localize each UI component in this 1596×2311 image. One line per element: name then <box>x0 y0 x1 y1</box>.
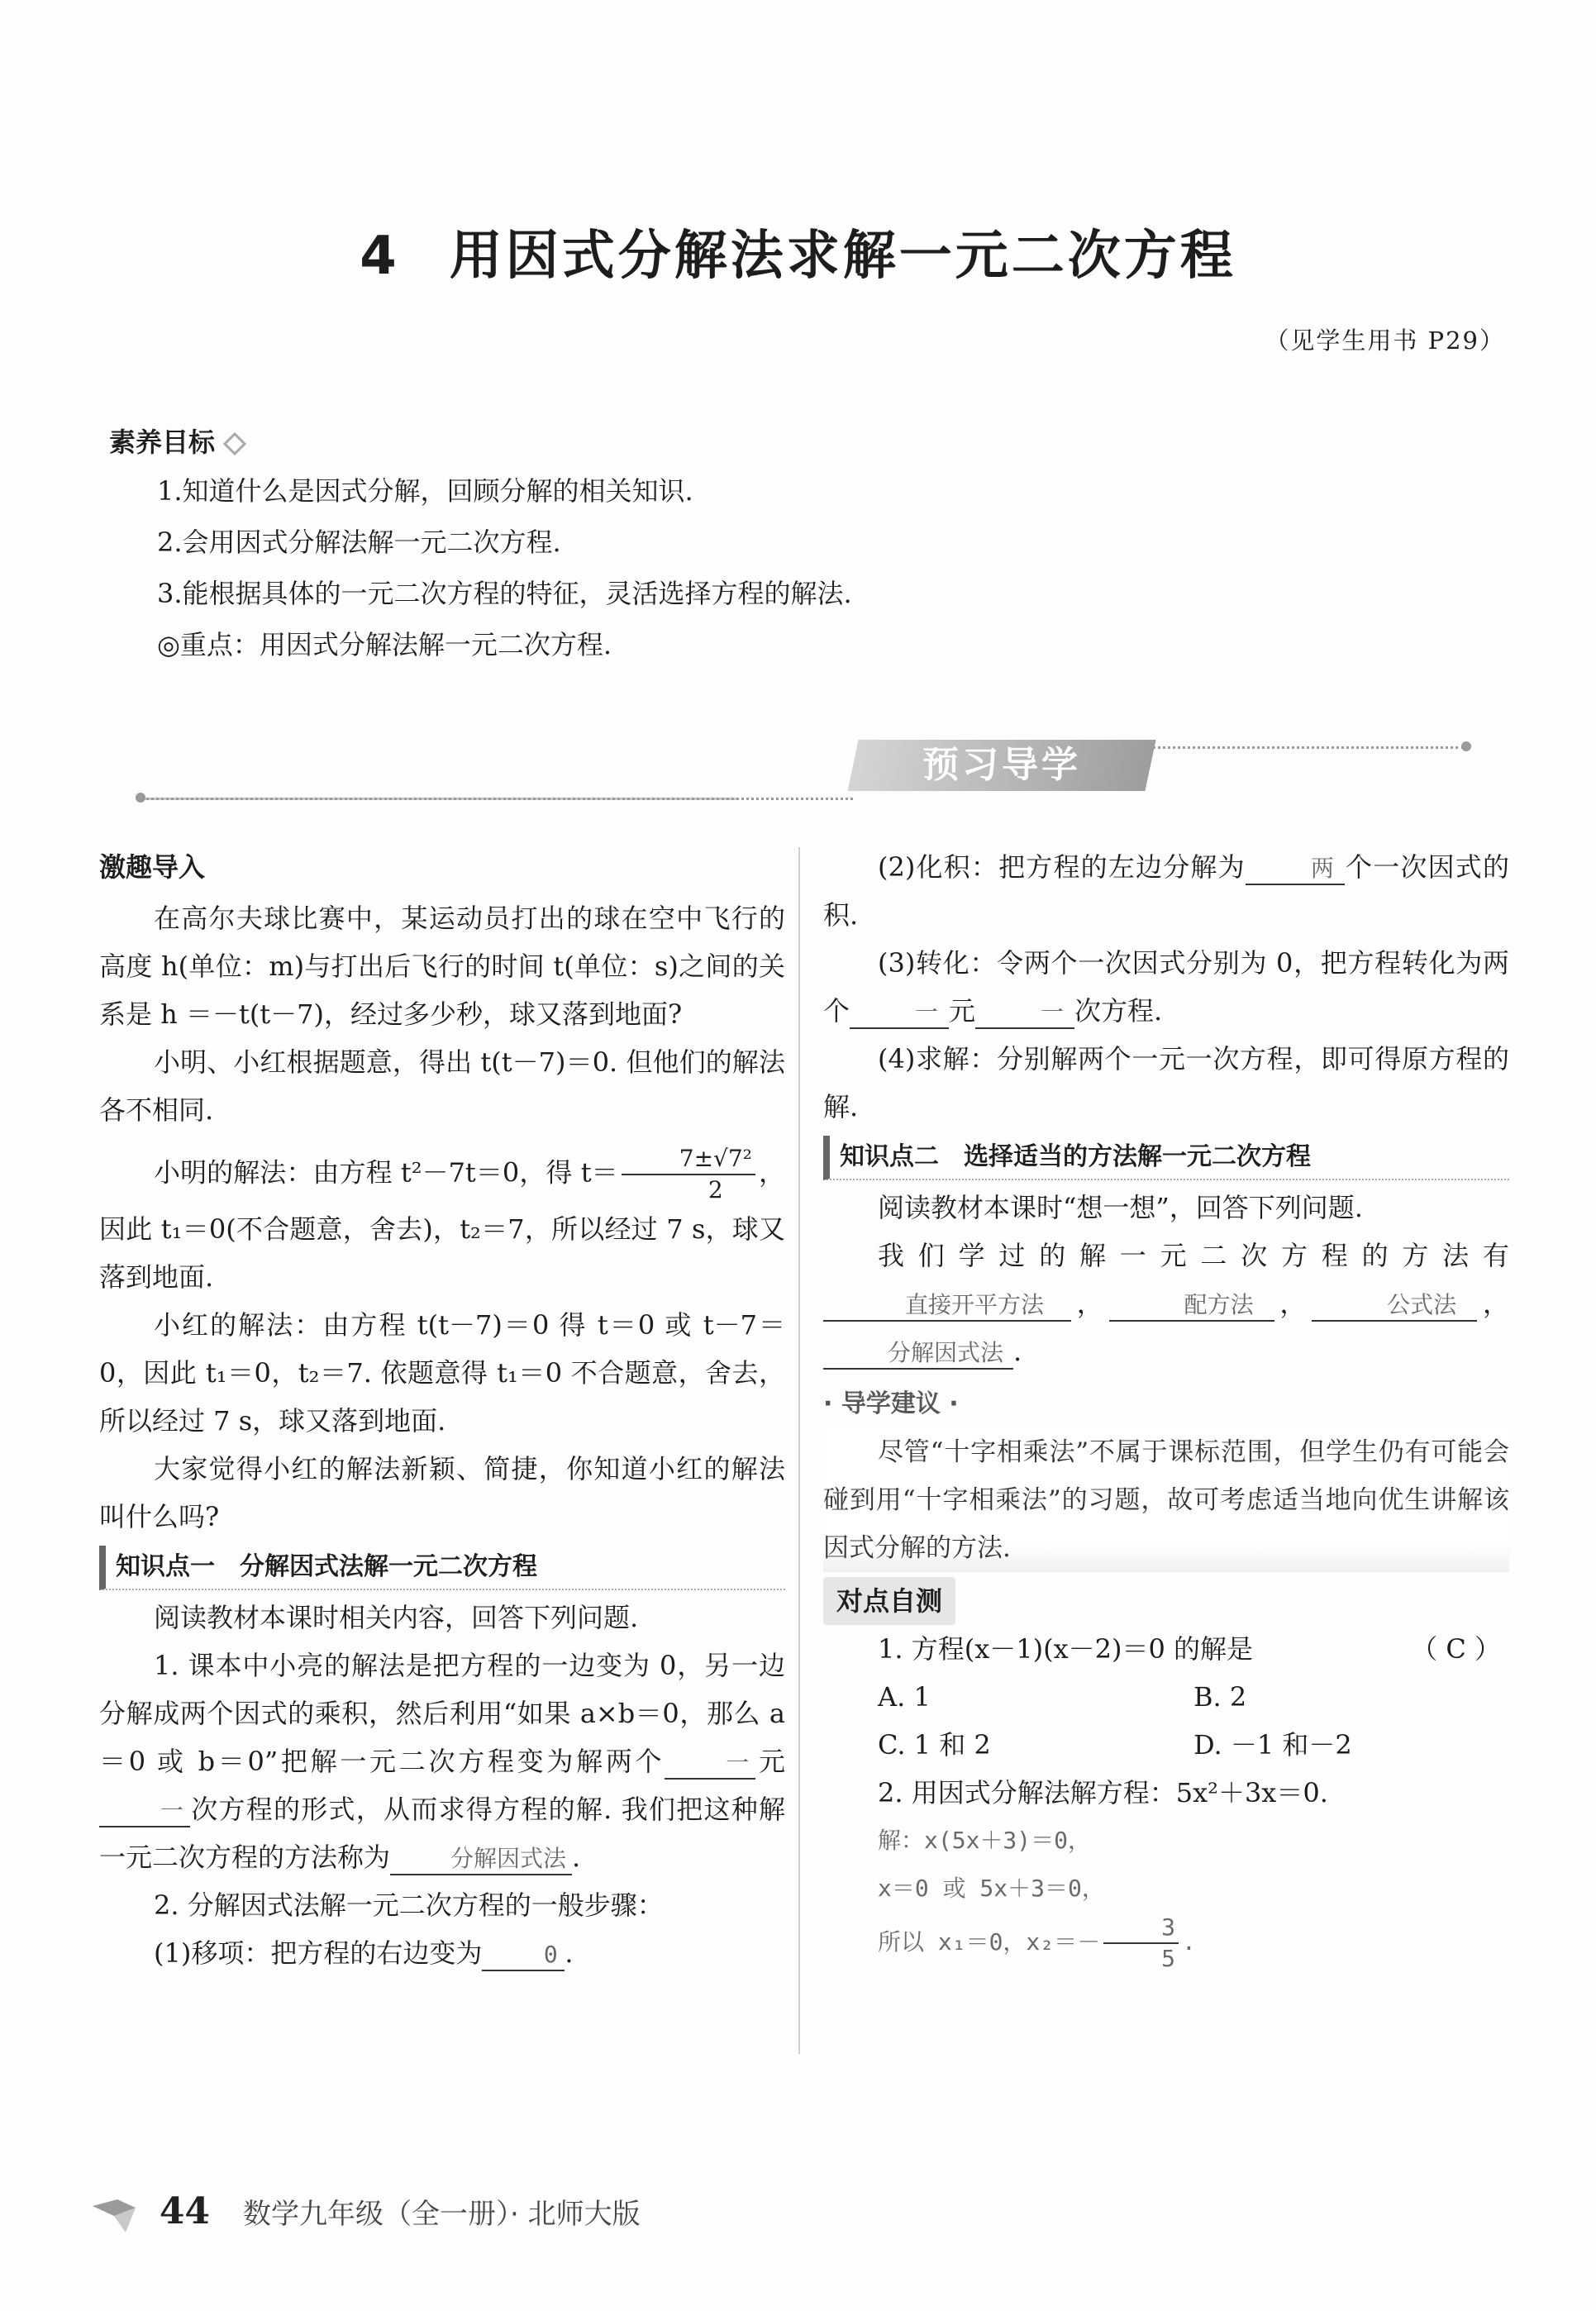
folded-paper-icon <box>93 2199 136 2232</box>
book-title: 数学九年级（全一册）· 北师大版 <box>243 2198 641 2231</box>
answer-blank: 一 <box>99 1796 190 1827</box>
right-column <box>823 843 1509 1974</box>
paragraph: 小红的解法：由方程 t(t－7)＝0 得 t＝0 或 t－7＝0，因此 t₁＝0，t₂＝7. 依题意得 t₁＝0 不合题意，舍去，所以经过 7 s，球又落到地面. <box>99 1309 785 1437</box>
knowledge-point-heading: 知识点一 分解因式法解一元二次方程 <box>99 1546 785 1590</box>
paragraph: 大家觉得小红的解法新颖、简捷，你知道小红的解法叫什么吗? <box>99 1453 785 1532</box>
paragraph: (3)转化：令两个一次因式分别为 0，把方程转化为两个 一 元 一 次方程. <box>823 939 1509 1035</box>
paragraph: 2. 分解因式法解一元二次方程的一般步骤： <box>154 1889 664 1921</box>
fraction: $\frac{\text{7±√7²}}{2}$ <box>622 1144 755 1205</box>
guide-suggestion-heading: · 导学建议 · <box>823 1389 959 1418</box>
left-column <box>99 843 785 1977</box>
question-answer: （ C ） <box>1411 1633 1501 1665</box>
banner-label: 预习导学 <box>847 740 1155 791</box>
intro-heading: 激趣导入 <box>99 851 206 883</box>
guide-suggestion-text: 尽管“十字相乘法”不属于课标范围，但学生仍有可能会碰到用“十字相乘法”的习题，故可考虑适当地向优生讲解该因式分解的方法. <box>823 1428 1509 1572</box>
paragraph: (4)求解：分别解两个一元一次方程，即可得原方程的解. <box>823 1043 1509 1122</box>
answer-blank: 一 <box>665 1748 755 1780</box>
goal-item: 1.知道什么是因式分解，回顾分解的相关知识. <box>157 475 693 507</box>
answer-options <box>823 1673 1509 1769</box>
goals-heading: 素养目标 <box>109 422 1514 460</box>
option: B. 2 <box>1193 1681 1247 1713</box>
dot-icon <box>136 793 145 803</box>
fraction: $\frac{3}{5}$ <box>1103 1913 1179 1974</box>
student-book-reference: （见学生用书 P29） <box>1265 326 1505 355</box>
answer-blank: 一 <box>850 998 949 1029</box>
page-number: 44 <box>159 2190 211 2232</box>
paragraph: 在高尔夫球比赛中，某运动员打出的球在空中飞行的高度 h(单位：m)与打出后飞行的时间 t(单位：s)之间的关系是 h ＝－t(t－7)，经过多少秒，球又落到地面? <box>99 903 785 1030</box>
option: D. －1 和－2 <box>1193 1729 1352 1761</box>
divider <box>142 798 853 800</box>
option: C. 1 和 2 <box>878 1729 991 1761</box>
literacy-goals <box>109 422 1514 679</box>
answer-blank: 分解因式法 <box>390 1844 572 1875</box>
dot-icon <box>1461 741 1471 751</box>
answer-blank: 0 <box>482 1940 565 1971</box>
diamond-icon <box>223 432 246 455</box>
page-footer <box>93 2190 641 2232</box>
paragraph: (2)化积：把方程的左边分解为 两 个一次因式的积. <box>823 851 1509 931</box>
paragraph: 我们学过的解一元二次方程的方法有直接开平方法 ， 配方法 ， 公式法 ，分解因式法 . <box>823 1232 1509 1375</box>
goal-item: 3.能根据具体的一元二次方程的特征，灵活选择方程的解法. <box>157 578 852 609</box>
answer-blank: 配方法 <box>1109 1290 1274 1322</box>
answer-blank: 分解因式法 <box>823 1338 1013 1370</box>
answer-blank: 一 <box>975 998 1074 1029</box>
column-divider <box>798 847 800 2054</box>
paragraph: 小明、小红根据题意，得出 t(t－7)＝0. 但他们的解法各不相同. <box>99 1046 785 1126</box>
section-banner <box>142 740 1465 806</box>
question: 1. 方程(x－1)(x－2)＝0 的解是 （ C ） <box>823 1625 1509 1673</box>
answer-blank: 公式法 <box>1312 1290 1477 1322</box>
question: 2. 用因式分解法解方程：5x²＋3x＝0. <box>878 1777 1328 1808</box>
paragraph: 1. 课本中小亮的解法是把方程的一边变为 0，另一边分解成两个因式的乘积，然后利用“如果 a×b＝0，那么 a＝0 或 b＝0”把解一元二次方程变为解两个 一 元一 次方程的形式，从而求得方程的解. 我们把这种解一元二次方程的方法称为 分解因式法 . <box>99 1642 785 1881</box>
handwritten-solution-line: 所以 x₁＝0，x₂＝－ $\frac{3}{5}$ . <box>878 1913 1196 1972</box>
title-text: 用因式分解法求解一元二次方程 <box>449 226 1236 287</box>
page-title <box>0 213 1596 289</box>
goal-focus: ◎重点：用因式分解法解一元二次方程. <box>157 629 612 660</box>
paragraph: 小明的解法：由方程 t²－7t＝0，得 t＝ $\frac{\text{7±√7²}}{2}$ ，因此 t₁＝0(不合题意，舍去)，t₂＝7，所以经过 7 s，球又落到地面. <box>99 1145 785 1293</box>
paragraph: 阅读教材本课时“想一想”，回答下列问题. <box>878 1192 1363 1223</box>
handwritten-solution-line: 解：x(5x＋3)＝0， <box>878 1827 1092 1854</box>
handwritten-solution-line: x＝0 或 5x＋3＝0， <box>878 1875 1105 1902</box>
self-test-heading: 对点自测 <box>823 1577 955 1625</box>
option: A. 1 <box>878 1681 931 1713</box>
answer-blank: 两 <box>1246 854 1345 885</box>
answer-blank: 直接开平方法 <box>823 1290 1071 1322</box>
paragraph: (1)移项：把方程的右边变为 0 . <box>99 1929 785 1977</box>
title-number: 4 <box>360 226 400 287</box>
goal-item: 2.会用因式分解法解一元二次方程. <box>157 527 561 558</box>
paragraph: 阅读教材本课时相关内容，回答下列问题. <box>154 1602 639 1633</box>
knowledge-point-heading: 知识点二 选择适当的方法解一元二次方程 <box>823 1136 1509 1180</box>
